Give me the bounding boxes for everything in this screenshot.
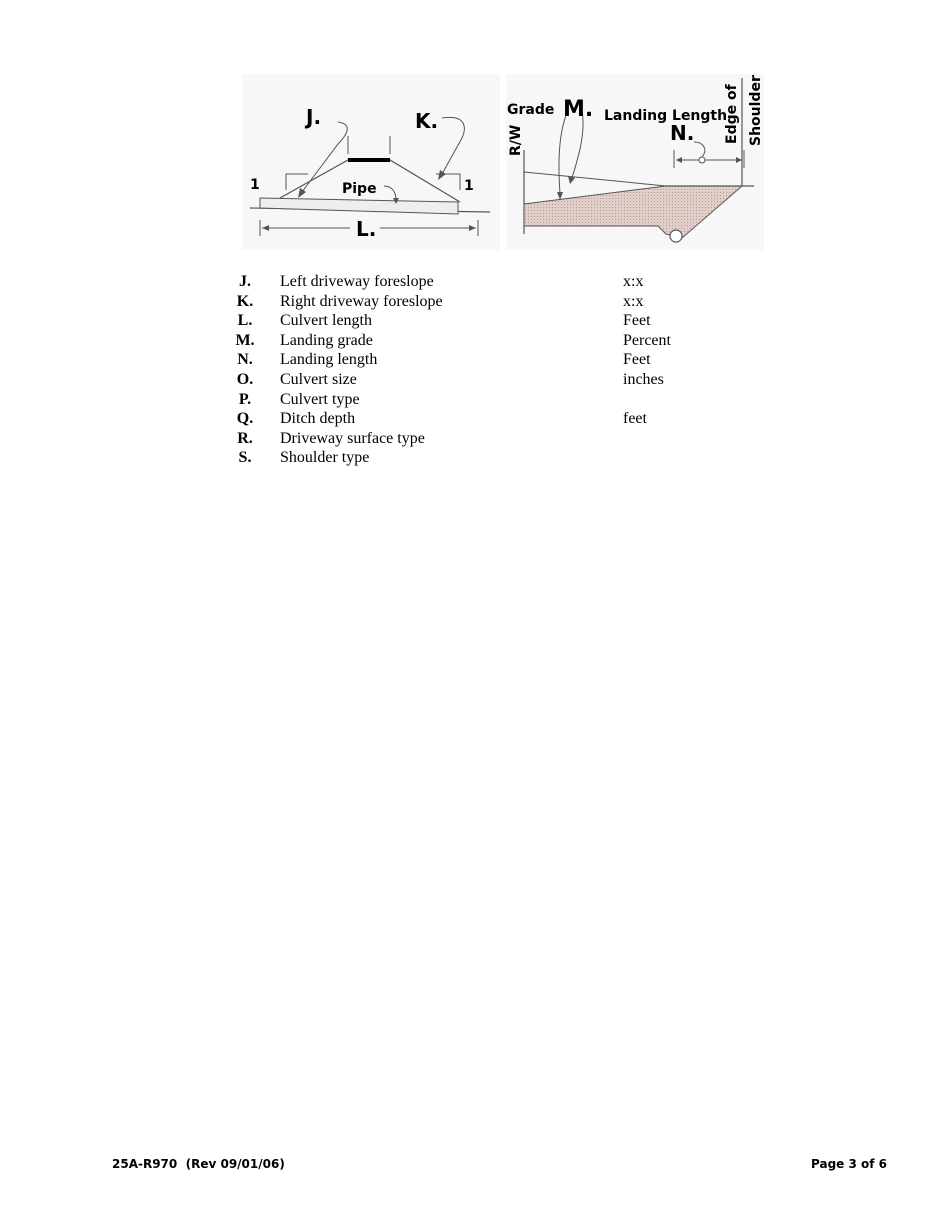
legend-unit: Percent [623, 331, 671, 349]
edge-of-label: Edge of [724, 84, 740, 144]
legend-description: Landing grade [280, 331, 373, 349]
legend-letter: O. [236, 370, 254, 388]
legend-row [230, 311, 750, 331]
k-leader [442, 117, 464, 174]
pipe-shape [260, 198, 458, 214]
legend-description: Left driveway foreslope [280, 273, 434, 290]
slope-right-label: 1 [464, 178, 474, 194]
ditch-culvert [670, 230, 682, 242]
form-number: 25A-R970 (Rev 09/01/06) [112, 1157, 285, 1171]
legend-row [230, 272, 750, 292]
legend-row [230, 292, 750, 312]
legend-description: Ditch depth [280, 410, 356, 428]
label-k: K. [415, 109, 439, 133]
page-number: Page 3 of 6 [811, 1157, 887, 1171]
culvert-section [250, 105, 490, 241]
legend-unit: x:x [623, 273, 644, 290]
legend-description: Landing length [280, 351, 378, 369]
legend-description: Shoulder type [280, 449, 370, 467]
legend-unit: Feet [623, 351, 651, 369]
slope-left-label: 1 [250, 177, 260, 193]
legend-letter: N. [237, 351, 253, 369]
legend-description: Culvert type [280, 390, 360, 408]
legend-unit: inches [623, 370, 664, 388]
legend-row [230, 429, 750, 449]
panel-divider [500, 74, 506, 250]
legend-letter: Q. [236, 410, 254, 428]
n-leader [694, 142, 705, 157]
legend-letter: L. [237, 312, 253, 330]
legend-unit: feet [623, 410, 647, 428]
grade-label: Grade [507, 102, 555, 118]
shoulder-label: Shoulder [748, 75, 764, 146]
grade-line [524, 172, 666, 186]
landing-length-label: Landing Length [604, 108, 728, 124]
l-dim-arrow-left [262, 225, 269, 231]
legend-row [230, 390, 750, 410]
n-dim-marker [699, 157, 705, 163]
legend-row [230, 448, 750, 468]
legend-letter: M. [235, 331, 255, 349]
label-j: J. [306, 105, 322, 129]
legend-description: Culvert length [280, 312, 372, 330]
n-dim-arrow-right [736, 157, 742, 163]
legend-unit: x:x [623, 292, 644, 310]
rw-label: R/W [508, 124, 524, 156]
legend-row [230, 409, 750, 429]
legend-letter: K. [236, 292, 254, 310]
legend-description: Driveway surface type [280, 429, 425, 447]
k-arrowhead [438, 170, 446, 180]
fill-region [524, 186, 742, 238]
pipe-leader [384, 186, 396, 200]
legend-unit: Feet [623, 312, 651, 330]
l-dim-arrow-right [469, 225, 476, 231]
label-l: L. [356, 217, 377, 241]
legend-description: Culvert size [280, 370, 357, 388]
legend-row [230, 331, 750, 351]
legend-row [230, 370, 750, 390]
j-arrowhead [298, 188, 306, 198]
pipe-label: Pipe [342, 181, 377, 197]
label-n: N. [670, 121, 695, 145]
legend-letter: S. [238, 449, 252, 467]
driveway-diagram-svg [242, 74, 764, 250]
driveway-diagram [242, 74, 764, 250]
n-dim-arrow-left [676, 157, 682, 163]
legend-letter: R. [237, 429, 253, 447]
legend-list [230, 272, 750, 468]
legend-description: Right driveway foreslope [280, 292, 443, 310]
legend-letter: J. [239, 273, 251, 290]
label-m: M. [563, 97, 594, 122]
legend-row [230, 350, 750, 370]
legend-letter: P. [238, 390, 252, 408]
landing-profile [507, 75, 764, 242]
m-leader-1 [559, 110, 568, 194]
